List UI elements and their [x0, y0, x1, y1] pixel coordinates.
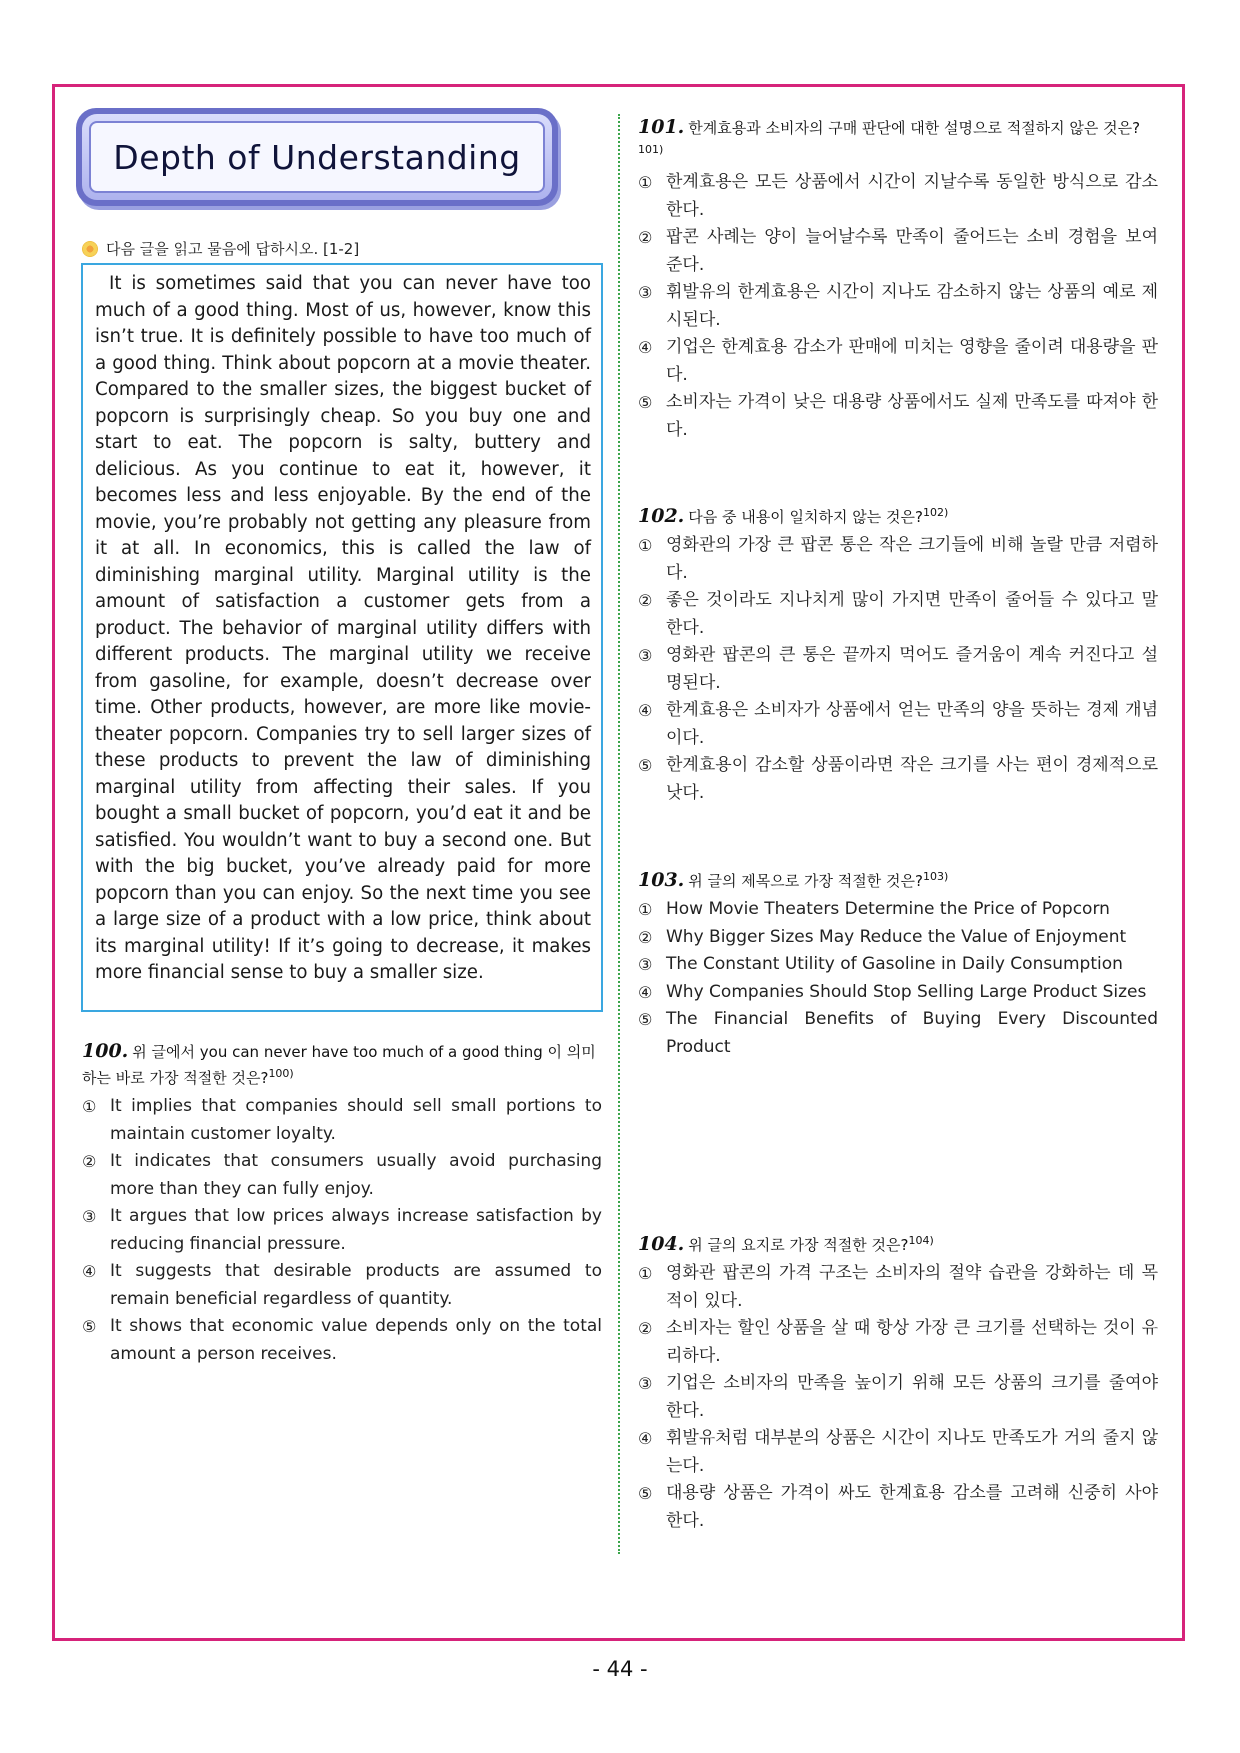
- option-mark: ③: [82, 1207, 97, 1226]
- instruction-text: 다음 글을 읽고 물음에 답하시오. [1-2]: [106, 240, 360, 258]
- option-mark: ②: [82, 1152, 97, 1171]
- reading-passage: [81, 263, 603, 1012]
- option-5[interactable]: [638, 389, 1158, 444]
- option-text: 휘발유처럼 대부분의 상품은 시간이 지나도 만족도가 거의 줄지 않는다.: [666, 1428, 1158, 1476]
- question-101: [638, 116, 1158, 444]
- option-text: It argues that low prices always increase satisfaction by reducing financial pressure.: [110, 1206, 602, 1254]
- option-4[interactable]: [82, 1258, 602, 1313]
- option-mark: ④: [638, 338, 653, 357]
- option-3[interactable]: [638, 1370, 1158, 1425]
- footnote-ref: 100): [268, 1067, 294, 1080]
- option-5[interactable]: [82, 1313, 602, 1368]
- option-text: 대용량 상품은 가격이 싸도 한계효용 감소를 고려해 신중히 사야 한다.: [666, 1483, 1158, 1531]
- option-mark: ④: [82, 1262, 97, 1281]
- option-text: 영화관 팝콘의 큰 통은 끝까지 먹어도 즐거움이 계속 커진다고 설명된다.: [666, 645, 1158, 693]
- option-mark: ⑤: [638, 1484, 653, 1503]
- option-2[interactable]: [638, 924, 1158, 952]
- footnote-ref: 104): [908, 1234, 934, 1247]
- option-mark: ③: [638, 955, 653, 974]
- options-list: [638, 169, 1158, 444]
- option-text: 한계효용은 모든 상품에서 시간이 지날수록 동일한 방식으로 감소한다.: [666, 172, 1158, 220]
- question-number: 100.: [82, 1040, 129, 1062]
- passage-text: It is sometimes said that you can never have too much of a good thing. Most of us, however, know this isn’t true. It is definitely possible to have too much of a good thing. Think about popcorn at a movie theater. Compared to the smaller sizes, the biggest bucket of popcorn is surprisingly cheap. So you buy one and start to eat. The popcorn is salty, buttery and delicious. As you continue to eat it, however, it becomes less and less enjoyable. By the end of the movie, you’re probably not getting any pleasure from it at all. In economics, this is called the law of diminishing marginal utility. Marginal utility is the amount of satisfaction a customer gets from a product. The behavior of marginal utility differs with different products. The marginal utility we receive from gasoline, for example, doesn’t decrease over time. Other products, however, are more like movie-theater popcorn. Companies try to sell larger sizes of these products to prevent the law of diminishing marginal utility from affecting their sales. If you bought a small bucket of popcorn, you’d eat it and be satisfied. You wouldn’t want to buy a second one. But with the big bucket, you’ve already paid for more popcorn than you can enjoy. So the next time you see a large size of a product with a low price, think about its marginal utility! If it’s going to decrease, it makes more financial sense to buy a smaller size.: [95, 273, 591, 983]
- option-2[interactable]: [638, 587, 1158, 642]
- question-header: [638, 116, 1158, 165]
- question-100: [82, 1040, 602, 1368]
- option-1[interactable]: [638, 532, 1158, 587]
- option-5[interactable]: [638, 752, 1158, 807]
- question-103: [638, 866, 1158, 1061]
- option-mark: ⑤: [638, 393, 653, 412]
- question-stem: 다음 중 내용이 일치하지 않는 것은?: [688, 508, 923, 526]
- question-stem: 위 글에서 you can never have too much of a good thing 이 의미하는 바로 가장 적절한 것은?: [82, 1043, 596, 1087]
- question-number: 101.: [638, 116, 685, 138]
- banner-title: Depth of Understanding: [113, 137, 521, 177]
- option-3[interactable]: [638, 642, 1158, 697]
- options-list: [638, 896, 1158, 1061]
- option-text: It implies that companies should sell small portions to maintain customer loyalty.: [110, 1096, 602, 1144]
- option-text: The Constant Utility of Gasoline in Daily Consumption: [666, 954, 1123, 974]
- option-mark: ③: [638, 646, 653, 665]
- option-5[interactable]: [638, 1480, 1158, 1535]
- option-text: It suggests that desirable products are assumed to remain beneficial regardless of quantity.: [110, 1261, 602, 1309]
- option-1[interactable]: [82, 1093, 602, 1148]
- option-text: 영화관의 가장 큰 팝콘 통은 작은 크기들에 비해 놀랄 만큼 저렴하다.: [666, 535, 1158, 583]
- options-list: [638, 532, 1158, 807]
- option-mark: ④: [638, 701, 653, 720]
- option-mark: ②: [638, 591, 653, 610]
- option-2[interactable]: [82, 1148, 602, 1203]
- banner-plate: [89, 121, 545, 193]
- option-2[interactable]: [638, 224, 1158, 279]
- option-text: It indicates that consumers usually avoid purchasing more than they can fully enjoy.: [110, 1151, 602, 1199]
- question-header: [638, 1230, 1158, 1256]
- column-divider: [618, 114, 620, 1554]
- options-list: [82, 1093, 602, 1368]
- option-mark: ①: [638, 536, 653, 555]
- option-4[interactable]: [638, 697, 1158, 752]
- option-1[interactable]: [638, 896, 1158, 924]
- option-mark: ①: [638, 173, 653, 192]
- question-header: [82, 1040, 602, 1089]
- question-header: [638, 502, 1158, 528]
- footnote-ref: 102): [922, 506, 949, 519]
- option-mark: ④: [638, 1429, 653, 1448]
- option-4[interactable]: [638, 1425, 1158, 1480]
- option-text: How Movie Theaters Determine the Price of Popcorn: [666, 899, 1110, 919]
- option-mark: ①: [638, 1264, 653, 1283]
- option-mark: ②: [638, 1319, 653, 1338]
- option-5[interactable]: [638, 1006, 1158, 1061]
- option-text: 좋은 것이라도 지나치게 많이 가지면 만족이 줄어들 수 있다고 말한다.: [666, 590, 1158, 638]
- option-text: 한계효용이 감소할 상품이라면 작은 크기를 사는 편이 경제적으로 낫다.: [666, 755, 1158, 803]
- option-4[interactable]: [638, 334, 1158, 389]
- option-text: It shows that economic value depends only on the total amount a person receives.: [110, 1316, 602, 1364]
- question-number: 103.: [638, 869, 685, 891]
- option-text: 팝콘 사례는 양이 늘어날수록 만족이 줄어드는 소비 경험을 보여 준다.: [666, 227, 1158, 275]
- section-banner: [76, 108, 558, 206]
- question-number: 104.: [638, 1233, 685, 1255]
- option-mark: ①: [82, 1097, 97, 1116]
- question-stem: 위 글의 요지로 가장 적절한 것은?: [688, 1236, 909, 1254]
- question-102: [638, 502, 1158, 807]
- instruction: [82, 238, 359, 259]
- option-text: The Financial Benefits of Buying Every Discounted Product: [666, 1009, 1158, 1057]
- option-text: 소비자는 할인 상품을 살 때 항상 가장 큰 크기를 선택하는 것이 유리하다.: [666, 1318, 1158, 1366]
- flower-icon: [82, 241, 98, 257]
- option-2[interactable]: [638, 1315, 1158, 1370]
- option-text: 영화관 팝콘의 가격 구조는 소비자의 절약 습관을 강화하는 데 목적이 있다.: [666, 1263, 1158, 1311]
- option-3[interactable]: [82, 1203, 602, 1258]
- option-text: Why Bigger Sizes May Reduce the Value of Enjoyment: [666, 926, 1127, 947]
- option-mark: ④: [638, 982, 653, 1002]
- option-mark: ⑤: [638, 1010, 653, 1029]
- option-mark: ③: [638, 283, 653, 302]
- footnote-ref: 101): [638, 143, 664, 156]
- option-mark: ②: [638, 927, 653, 947]
- option-mark: ②: [638, 228, 653, 247]
- options-list: [638, 1260, 1158, 1535]
- question-stem: 위 글의 제목으로 가장 적절한 것은?: [688, 872, 923, 890]
- page-number: - 44 -: [592, 1657, 648, 1681]
- question-104: [638, 1230, 1158, 1535]
- option-3[interactable]: [638, 279, 1158, 334]
- footnote-ref: 103): [922, 870, 949, 883]
- option-text: 기업은 한계효용 감소가 판매에 미치는 영향을 줄이려 대용량을 판다.: [666, 337, 1158, 385]
- question-header: [638, 866, 1158, 892]
- question-stem: 한계효용과 소비자의 구매 판단에 대한 설명으로 적절하지 않은 것은?: [688, 119, 1141, 137]
- option-text: 휘발유의 한계효용은 시간이 지나도 감소하지 않는 상품의 예로 제시된다.: [666, 282, 1158, 330]
- banner-frame: [82, 114, 552, 200]
- option-mark: ③: [638, 1374, 653, 1393]
- option-mark: ①: [638, 900, 653, 919]
- option-text: 한계효용은 소비자가 상품에서 얻는 만족의 양을 뜻하는 경제 개념이다.: [666, 700, 1158, 748]
- option-text: 소비자는 가격이 낮은 대용량 상품에서도 실제 만족도를 따져야 한다.: [666, 392, 1158, 440]
- option-mark: ⑤: [638, 756, 653, 775]
- option-text: Why Companies Should Stop Selling Large Product Sizes: [666, 981, 1147, 1002]
- option-text: 기업은 소비자의 만족을 높이기 위해 모든 상품의 크기를 줄여야 한다.: [666, 1373, 1158, 1421]
- option-3[interactable]: [638, 951, 1158, 979]
- option-1[interactable]: [638, 1260, 1158, 1315]
- option-1[interactable]: [638, 169, 1158, 224]
- option-mark: ⑤: [82, 1317, 97, 1336]
- question-number: 102.: [638, 505, 685, 527]
- option-4[interactable]: [638, 979, 1158, 1007]
